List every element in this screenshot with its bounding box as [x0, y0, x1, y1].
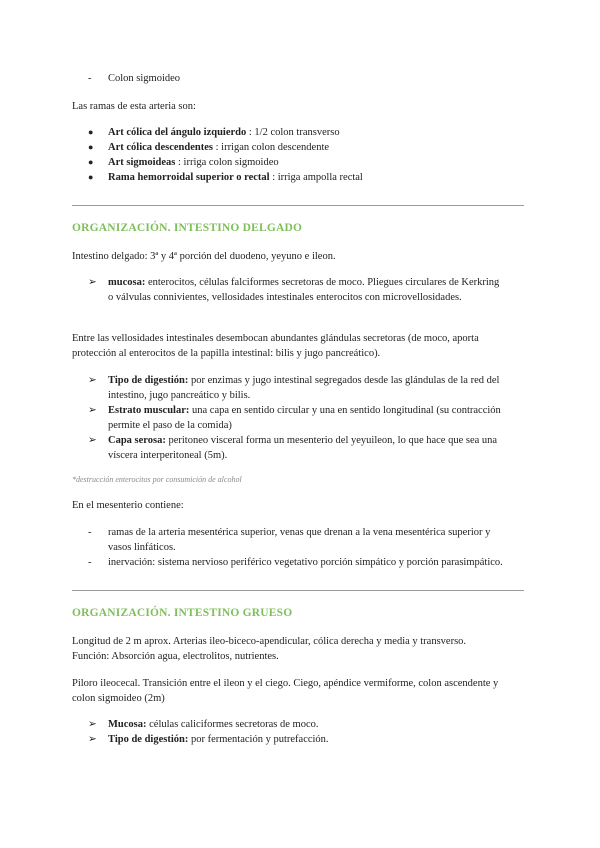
- branch-item: [108, 170, 528, 185]
- arrow-bullet: ➢: [88, 435, 97, 446]
- section-divider: [72, 590, 524, 591]
- item-label: Estrato muscular:: [108, 405, 190, 416]
- section-divider: [72, 205, 524, 206]
- mucosa-text-line1: enterocitos, células falciformes secretoras de moco. Pliegues circulares de Kerkring: [145, 277, 500, 288]
- item-text-line2: permite el paso de la comida): [108, 420, 232, 431]
- item-text-line2: intestino, jugo pancreático y bilis.: [108, 390, 251, 401]
- paragraph-line: Piloro ileocecal. Transición entre el ileon y el ciego. Ciego, apéndice vermiforme, colon ascendente y: [72, 678, 499, 689]
- paragraph-line: protección al enterocitos de la papilla intestinal: bilis y jugo pancreático).: [72, 348, 381, 359]
- item-label: Tipo de digestión:: [108, 734, 189, 745]
- item-text: células caliciformes secretoras de moco.: [146, 719, 319, 730]
- item-text-line1: por enzimas y jugo intestinal segregados desde las glándulas de la red del: [188, 375, 500, 386]
- branch-item: [108, 140, 528, 155]
- mucosa-item: [108, 717, 528, 732]
- item-label: Tipo de digestión:: [108, 375, 189, 386]
- item-label: Capa serosa:: [108, 435, 166, 446]
- branches-intro: Las ramas de esta arteria son:: [72, 101, 196, 112]
- vellosidades-paragraph: [72, 331, 528, 361]
- arrow-bullet: ➢: [88, 405, 97, 416]
- mesentery-item-line1: ramas de la arteria mesentérica superior, venas que drenan a la vena mesentérica superior y: [108, 527, 491, 538]
- item-text-line2: víscera interperitoneal (5m).: [108, 450, 228, 461]
- branch-item-bold: Rama hemorroidal superior o rectal: [108, 172, 270, 183]
- bullet-dot: ●: [88, 127, 94, 137]
- list-dash: -: [88, 557, 92, 568]
- mesentery-item: inervación: sistema nervioso periférico vegetativo porción simpático y porción parasimpático.: [108, 557, 503, 568]
- mucosa-text-line2: o válvulas connivientes, vellosidades intestinales enterocitos con microvellosidades.: [108, 292, 462, 303]
- mucosa-label: mucosa:: [108, 277, 146, 288]
- intestino-delgado-intro: Intestino delgado: 3ª y 4ª porción del duodeno, yeyuno e ileon.: [72, 251, 336, 262]
- item-text-line1: peritoneo visceral forma un mesenterio del yeyuileon, lo que hace que sea una: [165, 435, 498, 446]
- bullet-dot: ●: [88, 142, 94, 152]
- branch-item-text: : irrigan colon descendente: [212, 142, 330, 153]
- arrow-bullet: ➢: [88, 734, 97, 745]
- branch-item: [108, 125, 528, 140]
- mesentery-intro: En el mesenterio contiene:: [72, 500, 184, 511]
- branch-item-text: : 1/2 colon transverso: [246, 127, 340, 138]
- item-text: por fermentación y putrefacción.: [188, 734, 329, 745]
- item-text-line1: una capa en sentido circular y una en sentido longitudinal (su contracción: [189, 405, 501, 416]
- branch-item-bold: Art cólica del ángulo izquierdo: [108, 127, 247, 138]
- arrow-bullet: ➢: [88, 375, 97, 386]
- arrow-bullet: ➢: [88, 277, 97, 288]
- alcohol-note: *destrucción enterocitos por consumición de alcohol: [72, 475, 242, 484]
- mesentery-item-line2: vasos linfáticos.: [108, 542, 176, 553]
- paragraph-line: Entre las vellosidades intestinales desembocan abundantes glándulas secretoras (de moco, aporta: [72, 333, 479, 344]
- intestino-grueso-info: [72, 634, 528, 664]
- branch-item-bold: Art cólica descendentes: [108, 142, 213, 153]
- paragraph-line: colon sigmoideo (2m): [72, 693, 165, 704]
- capa-serosa-item: [108, 433, 528, 463]
- branch-item-text: : irriga colon sigmoideo: [175, 157, 279, 168]
- bullet-dot: ●: [88, 157, 94, 167]
- section-heading-intestino-delgado: ORGANIZACIÓN. INTESTINO DELGADO: [72, 222, 303, 234]
- bullet-dot: ●: [88, 172, 94, 182]
- digestion-item: [108, 732, 528, 747]
- list-dash: -: [88, 73, 92, 84]
- list-dash: -: [88, 527, 92, 538]
- item-label: Mucosa:: [108, 719, 147, 730]
- digestion-item: [108, 373, 528, 403]
- branch-item-text: : irriga ampolla rectal: [269, 172, 363, 183]
- mucosa-item: [108, 275, 528, 305]
- list-item-colon-sigmoideo: Colon sigmoideo: [108, 73, 181, 84]
- info-line: Función: Absorción agua, electrolitos, nutrientes.: [72, 651, 279, 662]
- section-heading-intestino-grueso: ORGANIZACIÓN. INTESTINO GRUESO: [72, 607, 293, 619]
- arrow-bullet: ➢: [88, 719, 97, 730]
- info-line: Longitud de 2 m aprox. Arterias ileo-biceco-apendicular, cólica derecha y media y transverso.: [72, 636, 467, 647]
- mesentery-item: [108, 525, 528, 555]
- branch-item-bold: Art sigmoideas: [108, 157, 176, 168]
- branch-item: [108, 155, 528, 170]
- estrato-muscular-item: [108, 403, 528, 433]
- piloro-paragraph: [72, 676, 528, 706]
